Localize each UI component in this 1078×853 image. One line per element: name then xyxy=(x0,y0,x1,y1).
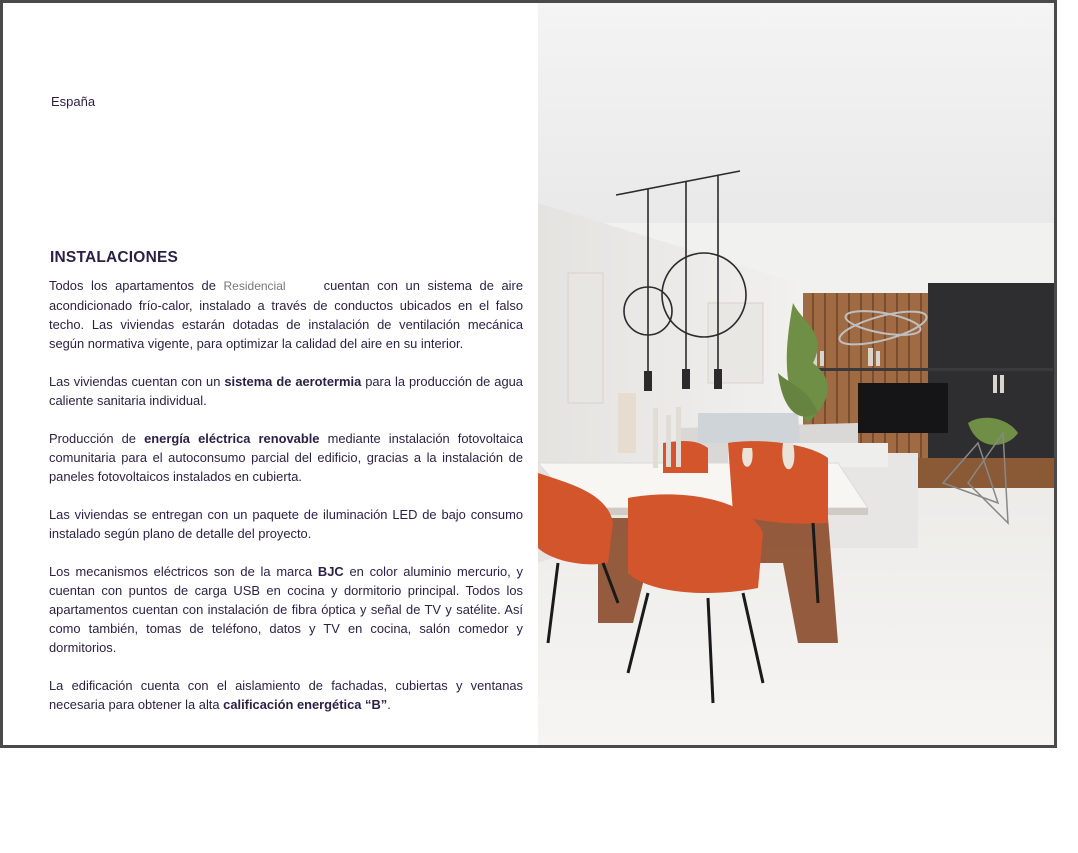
paragraph-electrical-mechanisms: Los mecanismos eléctricos son de la marca BJC en color aluminio mercurio, y cuentan con puntos de carga USB en cocina y dormitorio principal. Todos los apartamentos cuentan con instalación de fibra óptica y señal de TV y satélite. Así como también, tomas de teléfono, datos y TV en cocina, salón comedor y dormitorios. xyxy=(49,564,523,655)
section-title: INSTALACIONES xyxy=(50,249,179,266)
paragraph-aerothermal: Las viviendas cuentan con un sistema de aerotermia para la producción de agua caliente sanitaria individual. xyxy=(49,374,523,408)
country-label: España xyxy=(51,94,96,109)
section-body xyxy=(49,276,523,733)
paragraph-renewable-energy: Producción de energía eléctrica renovable mediante instalación fotovoltaica comunitaria para el autoconsumo parcial del edificio, gracias a la instalación de paneles fotovoltaicos instalados en cubierta. xyxy=(49,431,524,484)
interior-photo xyxy=(538,3,1054,745)
paragraph-energy-rating: La edificación cuenta con el aislamiento de fachadas, cubiertas y ventanas necesaria para obtener la alta calificación energética “B”. xyxy=(49,678,523,712)
paragraph-led-lighting: Las viviendas se entregan con un paquete de iluminación LED de bajo consumo instalado según plano de detalle del proyecto. xyxy=(49,507,523,541)
text-column xyxy=(3,3,538,745)
brand-name: Residencial xyxy=(223,279,286,293)
paragraph-air-conditioning: Todos los apartamentos de Residencial cuentan con un sistema de aire acondicionado frío-calor, instalado a través de conductos ubicados en el falso techo. Las viviendas estarán dotadas de instalación de ventilación mecánica según normativa vigente, para optimizar la calidad del aire en su interior. xyxy=(49,278,523,351)
